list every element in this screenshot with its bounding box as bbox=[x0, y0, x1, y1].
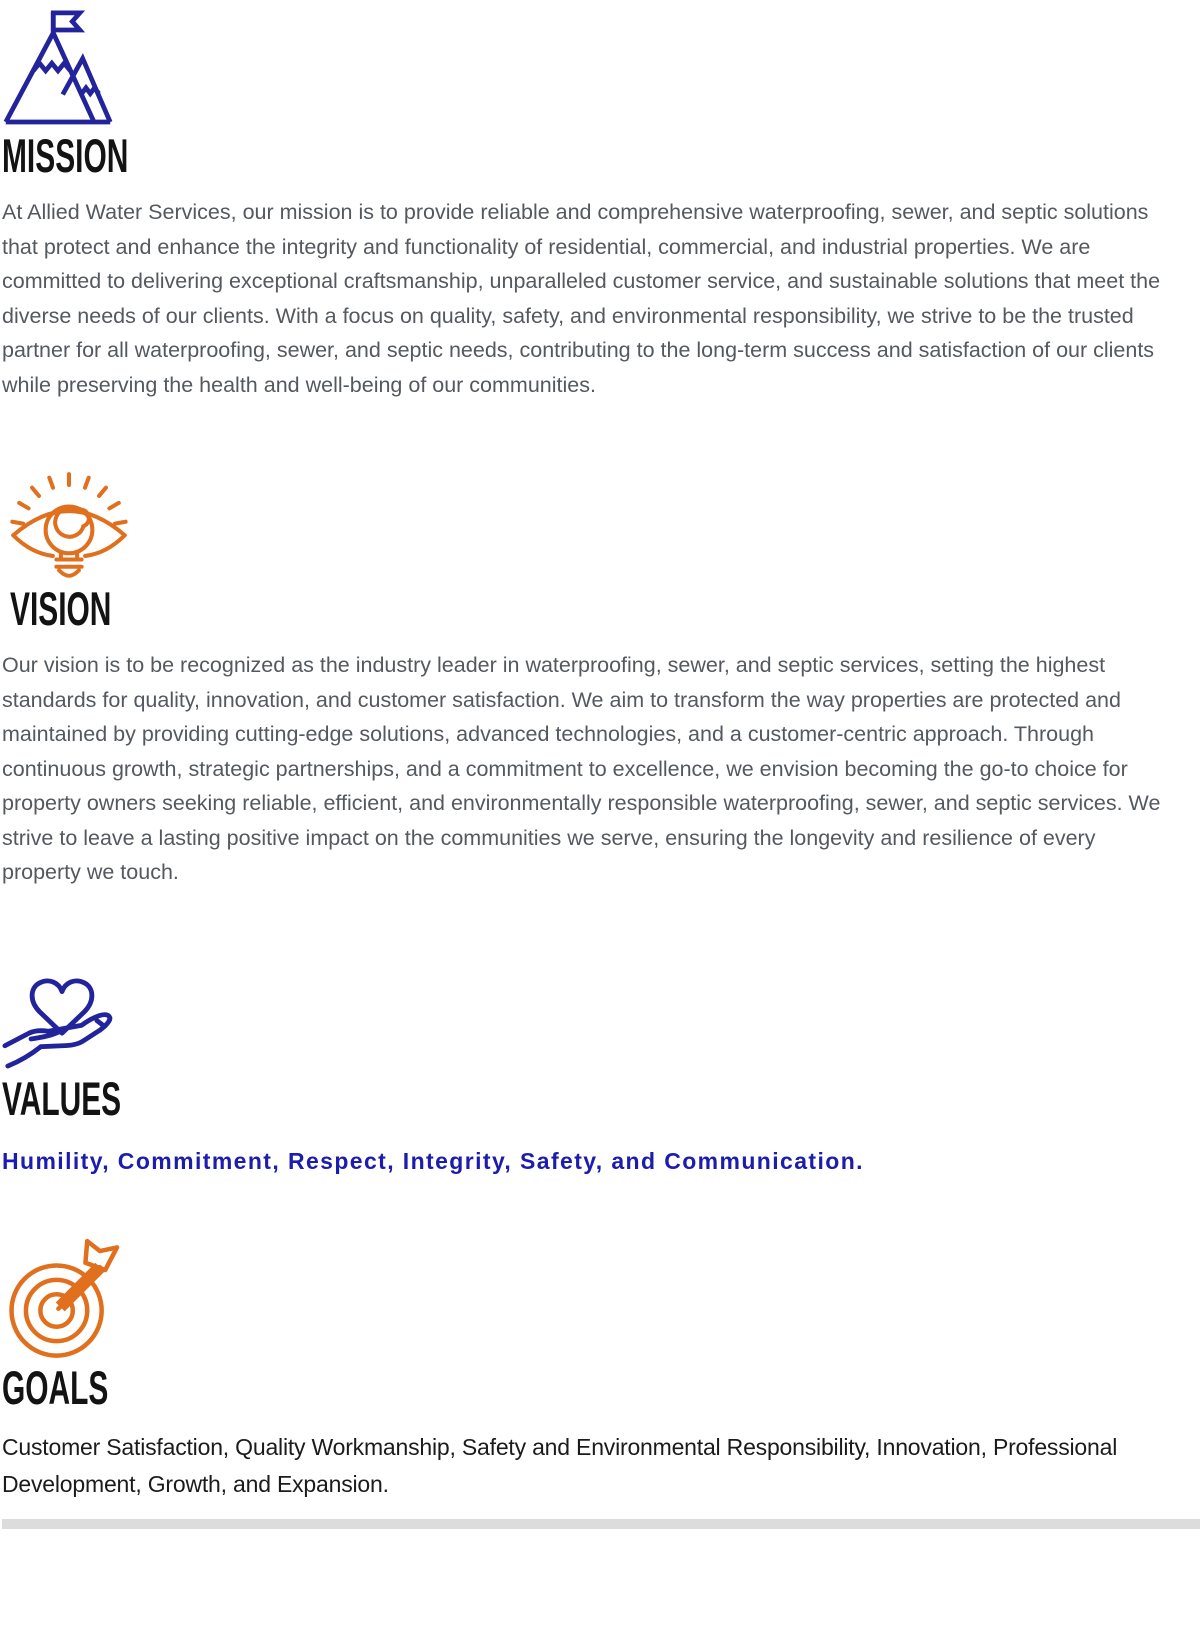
eye-lightbulb-icon bbox=[6, 458, 1174, 582]
section-goals bbox=[2, 1233, 1174, 1503]
mountain-flag-icon bbox=[2, 5, 1174, 129]
next-section-edge bbox=[2, 1519, 1200, 1529]
target-dart-icon bbox=[4, 1233, 1174, 1361]
values-heading: VALUES bbox=[2, 1072, 122, 1126]
goals-paragraph: Customer Satisfaction, Quality Workmanship, Safety and Environmental Responsibility, Innovation, Professional Development, Growth, and Expansion. bbox=[2, 1433, 1118, 1497]
vision-heading: VISION bbox=[10, 582, 112, 636]
goals-heading: GOALS bbox=[2, 1361, 109, 1415]
mission-heading: MISSION bbox=[2, 129, 129, 183]
section-mission bbox=[2, 5, 1174, 402]
section-values bbox=[2, 944, 1174, 1175]
hand-heart-icon bbox=[2, 944, 1174, 1072]
section-vision bbox=[2, 458, 1174, 890]
vision-paragraph: Our vision is to be recognized as the industry leader in waterproofing, sewer, and septic services, setting the highest standards for quality, innovation, and customer satisfaction. We aim to transform the way properties are protected and maintained by providing cutting-edge solutions, advanced technologies, and a customer-centric approach. Through continuous growth, strategic partnerships, and a commitment to excellence, we envision becoming the go-to choice for property owners seeking reliable, efficient, and environmentally responsible waterproofing, sewer, and septic services. We strive to leave a lasting positive impact on the communities we serve, ensuring the longevity and resilience of every property we touch. bbox=[2, 653, 1161, 884]
values-list: Humility, Commitment, Respect, Integrity, Safety, and Communication. bbox=[2, 1147, 864, 1174]
mission-paragraph: At Allied Water Services, our mission is to provide reliable and comprehensive waterproofing, sewer, and septic solutions that protect and enhance the integrity and functionality of residential, commercial, and industrial properties. We are committed to delivering exceptional craftsmanship, unparalleled customer service, and sustainable solutions that meet the diverse needs of our clients. With a focus on quality, safety, and environmental responsibility, we strive to be the trusted partner for all waterproofing, sewer, and septic needs, contributing to the long-term success and satisfaction of our clients while preserving the health and well-being of our communities. bbox=[2, 200, 1161, 397]
